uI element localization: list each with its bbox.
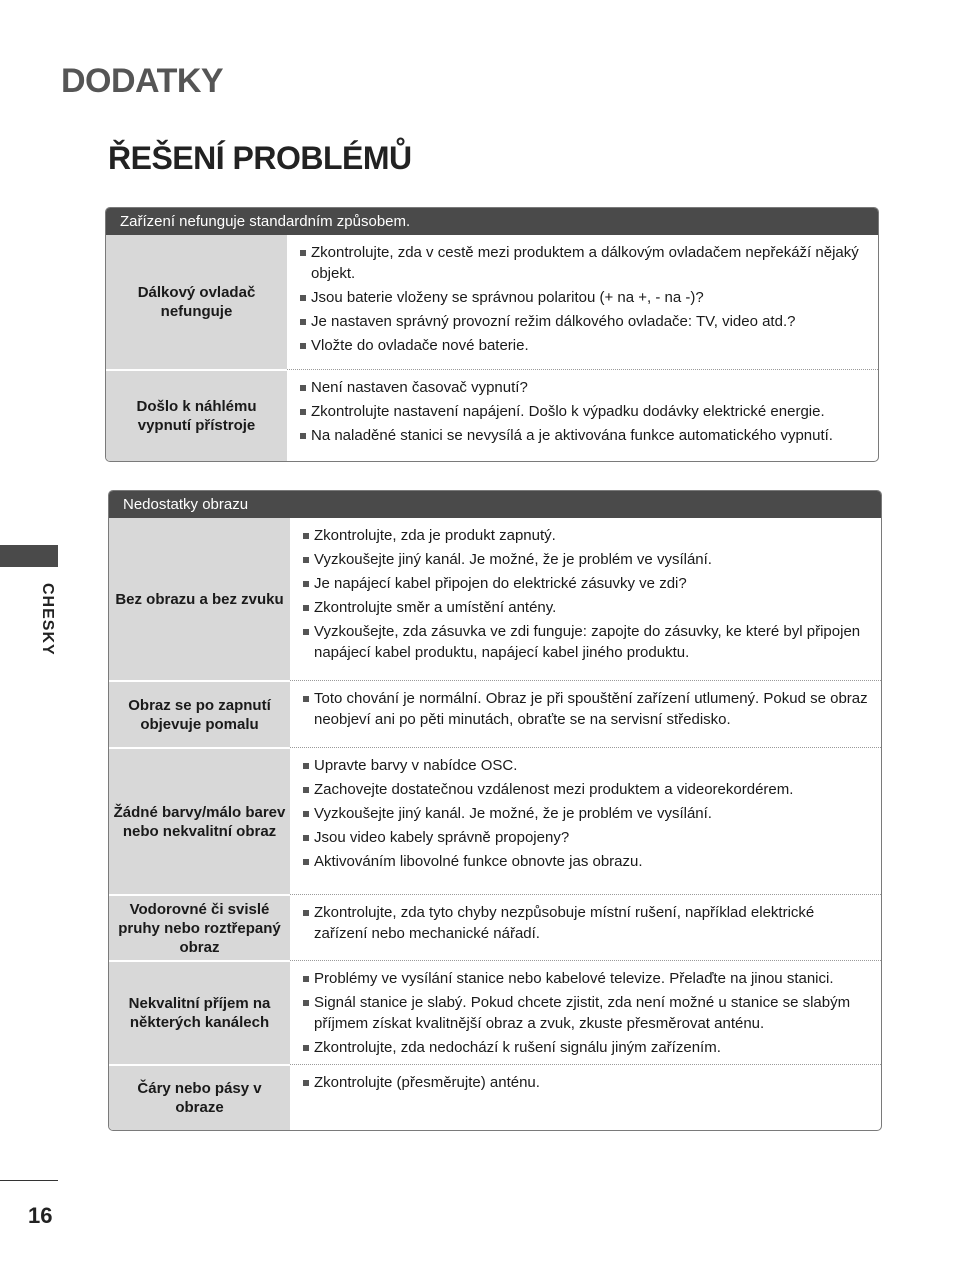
remedy-cell: [290, 747, 881, 894]
remedy-cell: [290, 518, 881, 680]
list-item: Vyzkoušejte jiný kanál. Je možné, že je problém ve vysílání.: [302, 550, 871, 571]
list-item: Zkontrolujte (přesměrujte) anténu.: [302, 1073, 871, 1094]
page-rule: [0, 1180, 58, 1181]
list-item: Zkontrolujte, zda je produkt zapnutý.: [302, 526, 871, 547]
table-row: [106, 235, 878, 369]
list-item: Není nastaven časovač vypnutí?: [299, 378, 868, 399]
panel-device-malfunction: [105, 207, 879, 462]
symptom-label: Bez obrazu a bez zvuku: [109, 518, 290, 680]
table-row: [109, 518, 881, 680]
list-item: Aktivováním libovolné funkce obnovte jas obrazu.: [302, 852, 871, 873]
symptom-label: Obraz se po zapnutí objevuje pomalu: [109, 680, 290, 747]
list-item: Zachovejte dostatečnou vzdálenost mezi produktem a videorekordérem.: [302, 780, 871, 801]
page-number: 16: [28, 1203, 53, 1228]
list-item: Je nastaven správný provozní režim dálkového ovladače: TV, video atd.?: [299, 312, 868, 333]
remedy-cell: [290, 1064, 881, 1130]
symptom-label: Čáry nebo pásy v obraze: [109, 1064, 290, 1130]
table-row: [109, 960, 881, 1064]
list-item: Signál stanice je slabý. Pokud chcete zjistit, zda není možné u stanice se slabým příjmem získat kvalitnější obraz a zvuk, zkuste přesměrovat anténu.: [302, 993, 871, 1034]
remedy-list: [302, 526, 871, 663]
chapter-title: DODATKY: [61, 62, 224, 100]
remedy-list: [299, 243, 868, 356]
remedy-list: [302, 756, 871, 873]
symptom-label: Dálkový ovladač nefunguje: [106, 235, 287, 369]
list-item: Zkontrolujte, zda nedochází k rušení signálu jiným zařízením.: [302, 1038, 871, 1059]
remedy-cell: [290, 680, 881, 747]
remedy-cell: [287, 235, 878, 369]
remedy-cell: [290, 894, 881, 960]
list-item: Zkontrolujte, zda v cestě mezi produktem a dálkovým ovladačem nepřekáží nějaký objekt.: [299, 243, 868, 284]
list-item: Problémy ve vysílání stanice nebo kabelové televize. Přelaďte na jinou stanici.: [302, 969, 871, 990]
remedy-cell: [287, 369, 878, 461]
list-item: Vyzkoušejte jiný kanál. Je možné, že je problém ve vysílání.: [302, 804, 871, 825]
symptom-label: Vodorovné či svislé pruhy nebo roztřepaný obraz: [109, 894, 290, 960]
language-tab: [0, 545, 58, 567]
remedy-list: [302, 1073, 871, 1094]
list-item: Jsou baterie vloženy se správnou polaritou (+ na +, - na -)?: [299, 288, 868, 309]
list-item: Upravte barvy v nabídce OSC.: [302, 756, 871, 777]
section-title: ŘEŠENÍ PROBLÉMŮ: [108, 140, 412, 176]
remedy-list: [302, 903, 871, 944]
list-item: Vložte do ovladače nové baterie.: [299, 336, 868, 357]
language-label: CHESKY: [39, 583, 56, 656]
remedy-cell: [290, 960, 881, 1064]
list-item: Toto chování je normální. Obraz je při spouštění zařízení utlumený. Pokud se obraz neobjeví ani po pěti minutách, obraťte se na servisní středisko.: [302, 689, 871, 730]
symptom-label: Došlo k náhlému vypnutí přístroje: [106, 369, 287, 461]
panel-picture-problems: [108, 490, 882, 1131]
list-item: Na naladěné stanici se nevysílá a je aktivována funkce automatického vypnutí.: [299, 426, 868, 447]
panel-header: Nedostatky obrazu: [109, 491, 881, 518]
panel-header: Zařízení nefunguje standardním způsobem.: [106, 208, 878, 235]
table-row: [109, 1064, 881, 1130]
list-item: Zkontrolujte nastavení napájení. Došlo k výpadku dodávky elektrické energie.: [299, 402, 868, 423]
table-row: [106, 369, 878, 461]
symptom-label: Nekvalitní příjem na některých kanálech: [109, 960, 290, 1064]
remedy-list: [302, 689, 871, 730]
list-item: Je napájecí kabel připojen do elektrické zásuvky ve zdi?: [302, 574, 871, 595]
remedy-list: [299, 378, 868, 447]
remedy-list: [302, 969, 871, 1058]
table-row: [109, 747, 881, 894]
table-row: [109, 894, 881, 960]
list-item: Zkontrolujte, zda tyto chyby nezpůsobuje místní rušení, například elektrické zařízení nebo mechanické nářadí.: [302, 903, 871, 944]
list-item: Jsou video kabely správně propojeny?: [302, 828, 871, 849]
list-item: Vyzkoušejte, zda zásuvka ve zdi funguje: zapojte do zásuvky, ke které byl připojen napájecí kabel produktu, napájecí kabel jiného produktu.: [302, 622, 871, 663]
table-row: [109, 680, 881, 747]
symptom-label: Žádné barvy/málo barev nebo nekvalitní obraz: [109, 747, 290, 894]
list-item: Zkontrolujte směr a umístění antény.: [302, 598, 871, 619]
